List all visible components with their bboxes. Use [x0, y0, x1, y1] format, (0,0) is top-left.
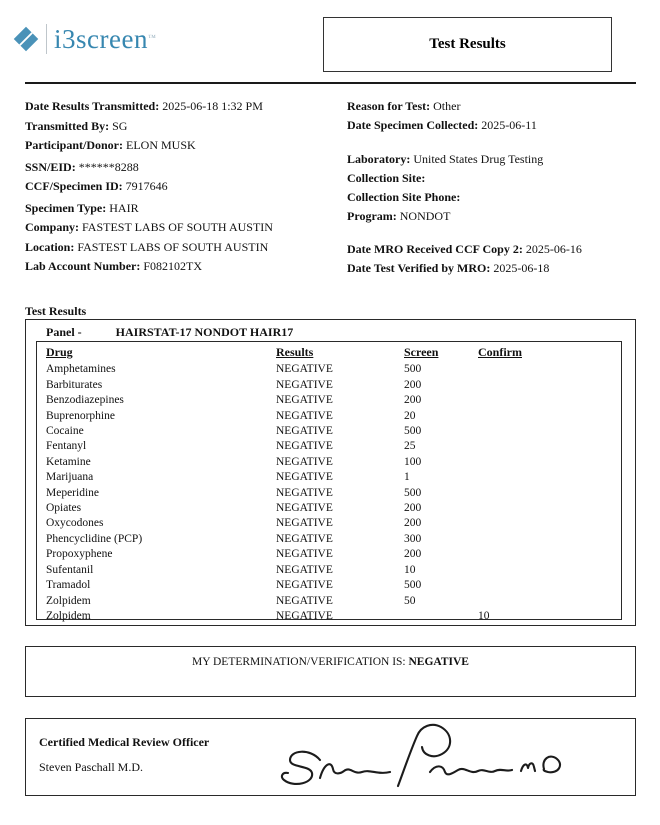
drug-cell: Sufentanil — [46, 563, 94, 576]
logo-trademark: ™ — [147, 32, 156, 42]
info-label: Lab Account Number: — [25, 259, 141, 273]
result-cell: NEGATIVE — [276, 502, 333, 515]
info-row — [25, 97, 347, 117]
result-cell: NEGATIVE — [276, 563, 333, 576]
drug-cell: Oxycodones — [46, 517, 104, 530]
confirm-cell — [478, 547, 621, 562]
table-row — [37, 563, 621, 578]
info-label: CCF/Specimen ID: — [25, 179, 123, 193]
diamond-logo-icon — [12, 25, 40, 53]
drug-cell: Zolpidem — [46, 594, 91, 607]
i3screen-logo — [12, 24, 156, 54]
screen-cell: 200 — [404, 502, 422, 515]
screen-cell: 300 — [404, 532, 422, 545]
result-cell: NEGATIVE — [276, 394, 333, 407]
confirm-cell — [478, 594, 621, 609]
results-outer-box — [25, 319, 636, 626]
table-row — [37, 393, 621, 408]
drug-cell: Fentanyl — [46, 440, 87, 453]
info-row — [25, 218, 347, 238]
info-left-column — [25, 97, 347, 278]
info-value: F082102TX — [143, 259, 203, 273]
info-value: HAIR — [109, 200, 139, 215]
info-value: 2025-06-16 — [525, 242, 582, 256]
screen-cell: 500 — [404, 579, 422, 592]
confirm-cell — [478, 578, 621, 593]
info-row — [347, 259, 637, 278]
table-row — [37, 594, 621, 609]
screen-cell: 100 — [404, 455, 422, 468]
result-cell: NEGATIVE — [276, 455, 333, 468]
info-value: FASTEST LABS OF SOUTH AUSTIN — [82, 220, 273, 234]
confirm-cell — [478, 486, 621, 501]
result-cell: NEGATIVE — [276, 363, 333, 376]
specimen-info-section — [25, 97, 637, 278]
table-header-row — [37, 342, 621, 360]
info-row — [347, 240, 637, 259]
drug-cell: Ketamine — [46, 455, 91, 468]
result-cell: NEGATIVE — [276, 594, 333, 607]
drug-cell: Tramadol — [46, 579, 91, 592]
table-row — [37, 609, 621, 624]
info-value: ELON MUSK — [126, 138, 196, 152]
confirm-cell — [478, 409, 621, 424]
info-row — [25, 117, 347, 137]
mro-signature — [274, 720, 574, 794]
confirm-cell — [478, 393, 621, 408]
panel-row — [46, 325, 293, 340]
logo-divider — [46, 24, 47, 54]
info-row — [25, 177, 347, 197]
determination-box — [25, 646, 636, 697]
determination-label: MY DETERMINATION/VERIFICATION IS: — [192, 656, 406, 668]
info-right-column — [347, 97, 637, 278]
screen-cell: 500 — [404, 425, 422, 438]
screen-cell: 25 — [404, 440, 416, 453]
info-row — [347, 207, 637, 226]
info-value: NONDOT — [399, 209, 451, 223]
info-row — [25, 257, 347, 277]
table-row — [37, 455, 621, 470]
column-header-results: Results — [276, 345, 314, 359]
drug-cell: Meperidine — [46, 486, 100, 499]
confirm-cell — [478, 439, 621, 454]
result-cell: NEGATIVE — [276, 486, 333, 499]
column-header-confirm: Confirm — [478, 345, 522, 359]
column-header-screen: Screen — [404, 345, 439, 359]
result-cell: NEGATIVE — [276, 609, 333, 622]
screen-cell: 200 — [404, 378, 422, 391]
drug-cell: Phencyclidine (PCP) — [46, 532, 143, 545]
confirm-cell — [478, 563, 621, 578]
panel-value: HAIRSTAT-17 NONDOT HAIR17 — [115, 325, 294, 339]
confirm-cell — [478, 424, 621, 439]
result-cell: NEGATIVE — [276, 517, 333, 530]
screen-cell: 200 — [404, 548, 422, 561]
info-label: Date Test Verified by MRO: — [347, 261, 491, 275]
test-results-title-box — [323, 17, 612, 72]
info-label: Reason for Test: — [347, 99, 431, 113]
confirm-cell — [478, 516, 621, 531]
screen-cell: 500 — [404, 486, 422, 499]
result-cell: NEGATIVE — [276, 548, 333, 561]
info-row — [347, 116, 637, 135]
confirm-cell — [478, 378, 621, 393]
info-label: Laboratory: — [347, 152, 411, 166]
table-row — [37, 470, 621, 485]
result-cell: NEGATIVE — [276, 378, 333, 391]
logo-text: i3screen — [54, 23, 148, 54]
table-row — [37, 516, 621, 531]
table-row — [37, 378, 621, 393]
info-row — [25, 136, 347, 156]
info-label: Collection Site: — [347, 171, 426, 185]
info-value: FASTEST LABS OF SOUTH AUSTIN — [77, 239, 269, 254]
column-header-drug: Drug — [46, 345, 73, 359]
panel-label: Panel - — [46, 325, 82, 339]
info-value: 2025-06-18 — [493, 261, 550, 275]
info-value: ******8288 — [78, 159, 139, 174]
screen-cell: 200 — [404, 394, 422, 407]
info-label: Company: — [25, 220, 80, 234]
result-cell: NEGATIVE — [276, 471, 333, 484]
results-section-label: Test Results — [25, 304, 87, 318]
info-value: 2025-06-18 1:32 PM — [162, 99, 263, 113]
info-row — [347, 150, 637, 169]
screen-cell — [404, 609, 478, 624]
drug-cell: Marijuana — [46, 471, 94, 484]
info-label: Collection Site Phone: — [347, 190, 461, 204]
table-row — [37, 532, 621, 547]
table-row — [37, 439, 621, 454]
drug-cell: Buprenorphine — [46, 409, 115, 422]
result-cell: NEGATIVE — [276, 409, 333, 422]
mro-name: Steven Paschall M.D. — [39, 760, 143, 774]
info-row — [25, 238, 347, 258]
info-label: SSN/EID: — [25, 159, 76, 174]
drug-cell: Benzodiazepines — [46, 394, 124, 407]
table-row — [37, 486, 621, 501]
info-label: Location: — [25, 239, 75, 254]
confirm-cell: 10 — [478, 609, 490, 622]
info-value: Other — [433, 99, 461, 113]
info-value: SG — [112, 118, 128, 133]
result-cell: NEGATIVE — [276, 425, 333, 438]
confirm-cell — [478, 532, 621, 547]
drug-cell: Cocaine — [46, 425, 84, 438]
info-value: 7917646 — [125, 179, 168, 193]
screen-cell: 500 — [404, 363, 422, 376]
table-row — [37, 547, 621, 562]
info-value: 2025-06-11 — [481, 118, 537, 132]
results-table — [36, 341, 622, 620]
mro-title: Certified Medical Review Officer — [39, 735, 210, 749]
info-row — [25, 199, 347, 219]
page-title: Test Results — [429, 36, 506, 52]
info-row — [347, 97, 637, 116]
drug-cell: Barbiturates — [46, 378, 103, 391]
info-row — [347, 188, 637, 207]
table-row — [37, 578, 621, 593]
screen-cell: 200 — [404, 517, 422, 530]
determination-value: NEGATIVE — [408, 656, 469, 668]
drug-cell: Opiates — [46, 502, 82, 515]
result-cell: NEGATIVE — [276, 440, 333, 453]
drug-cell: Propoxyphene — [46, 548, 113, 561]
result-cell: NEGATIVE — [276, 532, 333, 545]
drug-cell: Zolpidem — [46, 609, 91, 622]
info-row — [347, 169, 637, 188]
confirm-cell — [478, 501, 621, 516]
mro-box — [25, 718, 636, 796]
confirm-cell — [478, 470, 621, 485]
info-value: United States Drug Testing — [413, 152, 544, 166]
info-label: Participant/Donor: — [25, 138, 123, 152]
screen-cell: 1 — [404, 471, 410, 484]
info-label: Specimen Type: — [25, 200, 107, 215]
info-row — [25, 158, 347, 178]
header-rule — [25, 82, 636, 84]
info-label: Date Specimen Collected: — [347, 118, 479, 132]
confirm-cell — [478, 455, 621, 470]
table-row — [37, 362, 621, 377]
drug-cell: Amphetamines — [46, 363, 116, 376]
table-row — [37, 424, 621, 439]
screen-cell: 20 — [404, 409, 416, 422]
info-label: Program: — [347, 209, 397, 223]
screen-cell: 50 — [404, 594, 416, 607]
table-row — [37, 409, 621, 424]
info-label: Date Results Transmitted: — [25, 99, 160, 113]
result-cell: NEGATIVE — [276, 579, 333, 592]
confirm-cell — [478, 362, 621, 377]
screen-cell: 10 — [404, 563, 416, 576]
info-label: Date MRO Received CCF Copy 2: — [347, 242, 523, 256]
info-label: Transmitted By: — [25, 118, 110, 133]
table-row — [37, 501, 621, 516]
